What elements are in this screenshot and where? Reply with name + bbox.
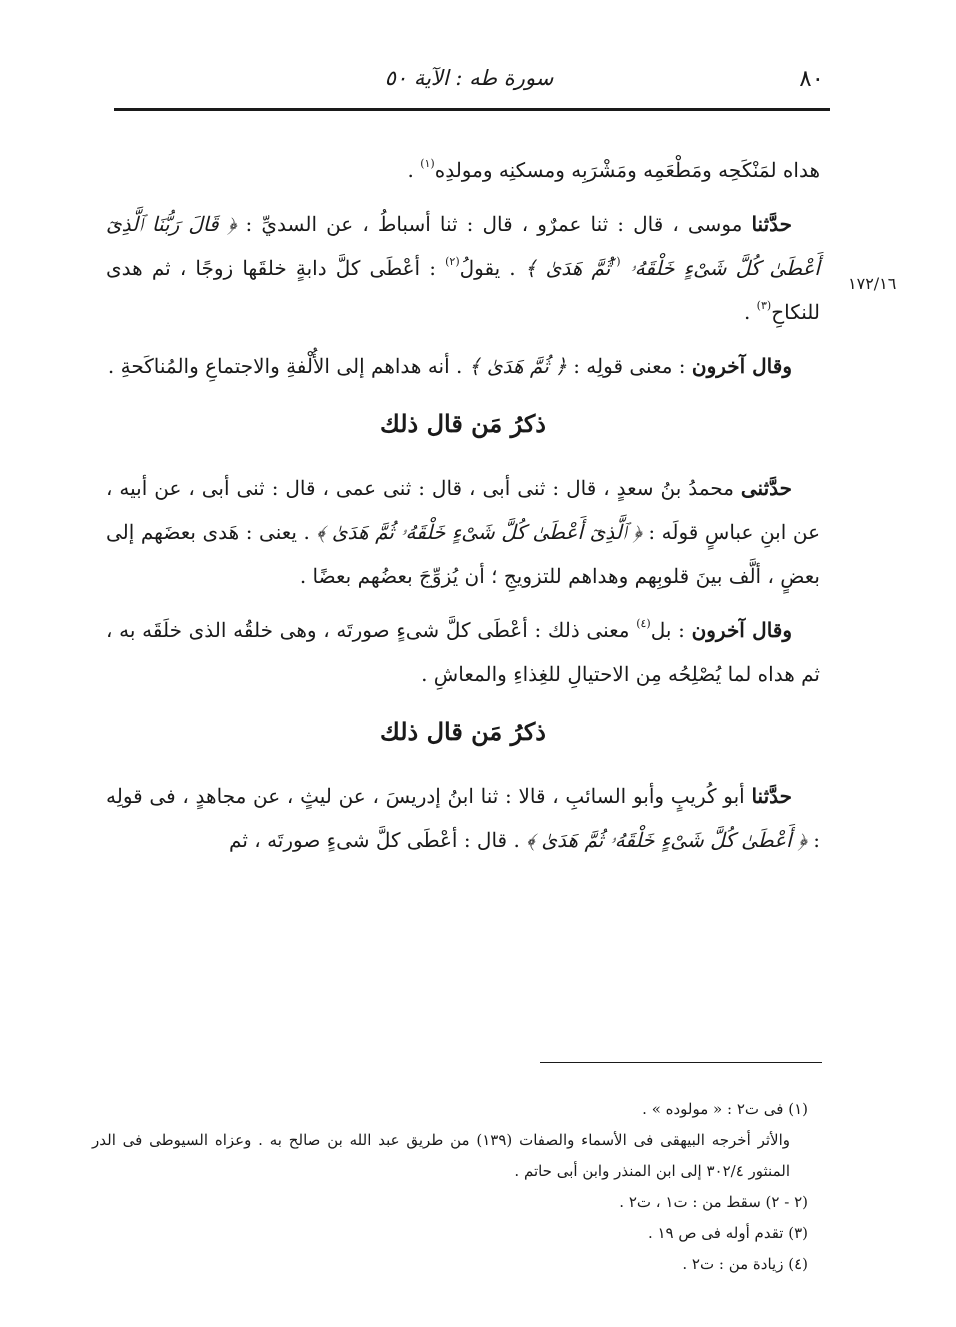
lead-word: حدَّثنى: [740, 476, 792, 500]
text-run: موسى ، قال : ثنا عمرٌو ، قال : ثنا أسباطُ ، عن السديِّ :: [236, 212, 752, 236]
paragraph-continuation: [106, 148, 820, 192]
text-run: . يقولُ: [459, 256, 525, 280]
text-run: معنى ذلك : أعْطَى كلَّ شىءٍ صورتَه ، وهى خلقُه الذى خلَقَه به ، ثم هداه لما يُصْلِحُه مِن الاحتيالِ للغِذاءِ والمعاشِ .: [106, 618, 820, 686]
text-run: .: [407, 158, 421, 182]
paragraph-ibn-saad: [106, 466, 820, 598]
footnote-1: (١) فى ت٢ : « مولوده » .: [642, 1100, 808, 1118]
footnote-ref: (١): [420, 157, 435, 170]
quran-quote: ﴿ أَعْطَىٰ كُلَّ شَىْءٍ خَلْقَهُۥ ثُمَّ هَدَىٰ ﴾: [526, 828, 807, 852]
footnote-1-continuation: والأثر أخرجه البيهقى فى الأسماء والصفات (١٣٩) من طريق عبد الله بن صالح به . وعزاه السيوطى فى الدر المنثور ٣٠٢/٤ إلى ابن المنذر وابن أبى حاتم .: [92, 1131, 790, 1180]
text-run: . أنه هداهم إلى الأُلْفةِ والاجتماعِ والمُناكَحةِ .: [107, 354, 469, 378]
quran-quote: ثُمَّ هَدَىٰ ﴾: [524, 256, 611, 280]
footnote-ref: (٤): [636, 617, 651, 630]
footnote-ref: (٣): [756, 299, 772, 312]
text-run: أبو كُريبٍ وأبو السائبِ ، قالا : ثنا ابنُ إدريسَ ، عن ليثٍ ، عن مجاهدٍ ، فى قولِه :: [106, 784, 820, 852]
footnote-rule: [540, 1062, 822, 1063]
body-text: [106, 148, 820, 872]
text-run: : معنى قولِه :: [566, 354, 692, 378]
footnote-2: (٢ - ٢) سقط من : ت١ ، ت٢ .: [619, 1193, 808, 1211]
text-run: هداه لمَنْكَحِه ومَطْعَمِه ومَشْرَبِه ومسكنِه ومولدِه: [434, 158, 820, 182]
text-run: .: [743, 300, 757, 324]
footnote-ref: (٢: [610, 255, 621, 268]
quran-quote: ﴿ قَالَ رَبُّنَا ٱلَّذِىٓ أَعْطَىٰ كُلَّ شَىْءٍ خَلْقَهُۥ: [106, 212, 820, 280]
section-heading: ذكرُ مَن قال ذلك: [380, 717, 546, 746]
footnotes: [92, 1094, 808, 1280]
footnote-4: (٤) زيادة من : ت٢ .: [682, 1255, 808, 1273]
header-rule: [114, 108, 830, 111]
lead-word: حدَّثنا: [751, 212, 792, 236]
text-run: : أعْطَى كلَّ دابةٍ خلقَها زوجًا ، ثم هدى للنكاحِ: [106, 256, 820, 324]
text-run: . يعنى : هَدى بعضَهم إلى بعضٍ ، ألَّف بينَ قلوبِهم وهداهم للتزويجِ ؛ أن يُزوِّجَ بعضُهم بعضًا .: [106, 520, 820, 588]
footnote-3: (٣) تقدم أوله فى ص ١٩ .: [647, 1224, 808, 1242]
text-run: محمدُ بنُ سعدٍ ، قال : ثنى أبى ، قال : ثنى عمى ، قال : ثنى أبى ، عن أبيه ، عن ابنِ عباسٍ قولَه :: [106, 476, 820, 544]
lead-word: حدَّثنا: [751, 784, 792, 808]
quran-quote: ﴿ ثُمَّ هَدَىٰ ﴾: [468, 354, 567, 378]
page-number: ٨٠: [799, 66, 824, 92]
lead-word: وقال آخرون: [691, 354, 792, 378]
paragraph-musa: [106, 202, 820, 334]
running-title: سورة طه : الآية ٥٠: [384, 66, 554, 90]
paragraph-others-1: [106, 344, 820, 388]
paragraph-abu-kurayb: [106, 774, 820, 862]
lead-word: وقال آخرون: [691, 618, 793, 642]
margin-reference: ١٧٢/١٦: [848, 274, 897, 293]
footnote-ref: (٢): [445, 255, 460, 268]
text-run: : بل: [650, 618, 692, 642]
quran-quote: ﴿ ٱلَّذِىٓ أَعْطَىٰ كُلَّ شَىْءٍ خَلْقَهُۥ ثُمَّ هَدَىٰ ﴾: [316, 520, 642, 544]
page-header: [110, 66, 828, 100]
section-heading: ذكرُ مَن قال ذلك: [380, 409, 546, 438]
text-run: . قال : أعْطَى كلَّ شىءٍ صورتَه ، ثم: [229, 828, 527, 852]
paragraph-others-2: [106, 608, 820, 696]
